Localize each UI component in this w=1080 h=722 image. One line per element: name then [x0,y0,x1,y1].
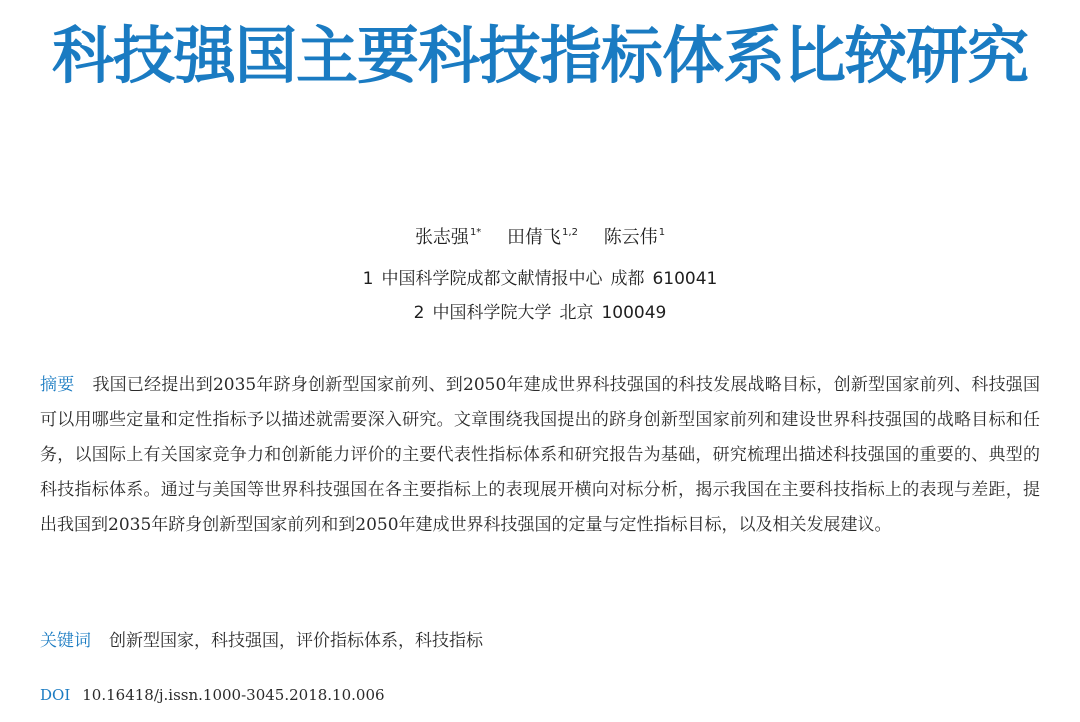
doi-label: DOI [40,686,71,704]
author-list [0,224,1080,252]
doi-value: 10.16418/j.issn.1000-3045.2018.10.006 [82,686,385,704]
author-affil-mark: 1 [658,227,666,238]
author-name: 张志强 [414,227,469,248]
affiliation-city: 成都 [610,269,645,289]
affiliation-org: 中国科学院大学 [432,303,552,323]
affiliation-postcode: 610041 [652,269,718,289]
keywords [40,626,1040,656]
affiliation-2 [0,300,1080,326]
affiliation-postcode: 100049 [601,303,667,323]
affiliation-number: 2 [413,303,425,323]
affiliation-city: 北京 [559,303,594,323]
author-affil-mark: 1,2 [562,227,578,238]
affiliation-number: 1 [362,269,374,289]
keywords-text: 创新型国家，科技强国，评价指标体系，科技指标 [109,631,483,651]
abstract-text: 我国已经提出到2035年跻身创新型国家前列、到2050年建成世界科技强国的科技发展战略目标，创新型国家前列、科技强国可以用哪些定量和定性指标予以描述就需要深入研究。文章围绕我国提出的跻身创新型国家前列和建设世界科技强国的战略目标和任务，以国际上有关国家竞争力和创新能力评价的主要代表性指标体系和研究报告为基础，研究梳理出描述科技强国的重要的、典型的科技指标体系。通过与美国等世界科技强国在各主要指标上的表现展开横向对标分析，揭示我国在主要科技指标上的表现与差距，提出我国到2035年跻身创新型国家前列和到2050年建成世界科技强国的定量与定性指标目标，以及相关发展建议。 [40,375,1040,535]
author-2 [507,224,578,252]
paper-title: 科技强国主要科技指标体系比较研究 [51,19,1028,92]
doi [40,680,1040,710]
author-name: 田倩飞 [507,227,562,248]
author-1 [415,224,481,252]
author-affil-mark: 1* [469,227,482,238]
author-3 [604,224,665,252]
author-name: 陈云伟 [603,227,658,248]
abstract [40,368,1040,543]
abstract-label: 摘要 [40,375,75,395]
affiliation-1 [0,266,1080,292]
affiliation-org: 中国科学院成都文献情报中心 [381,269,603,289]
keywords-label: 关键词 [40,631,91,651]
